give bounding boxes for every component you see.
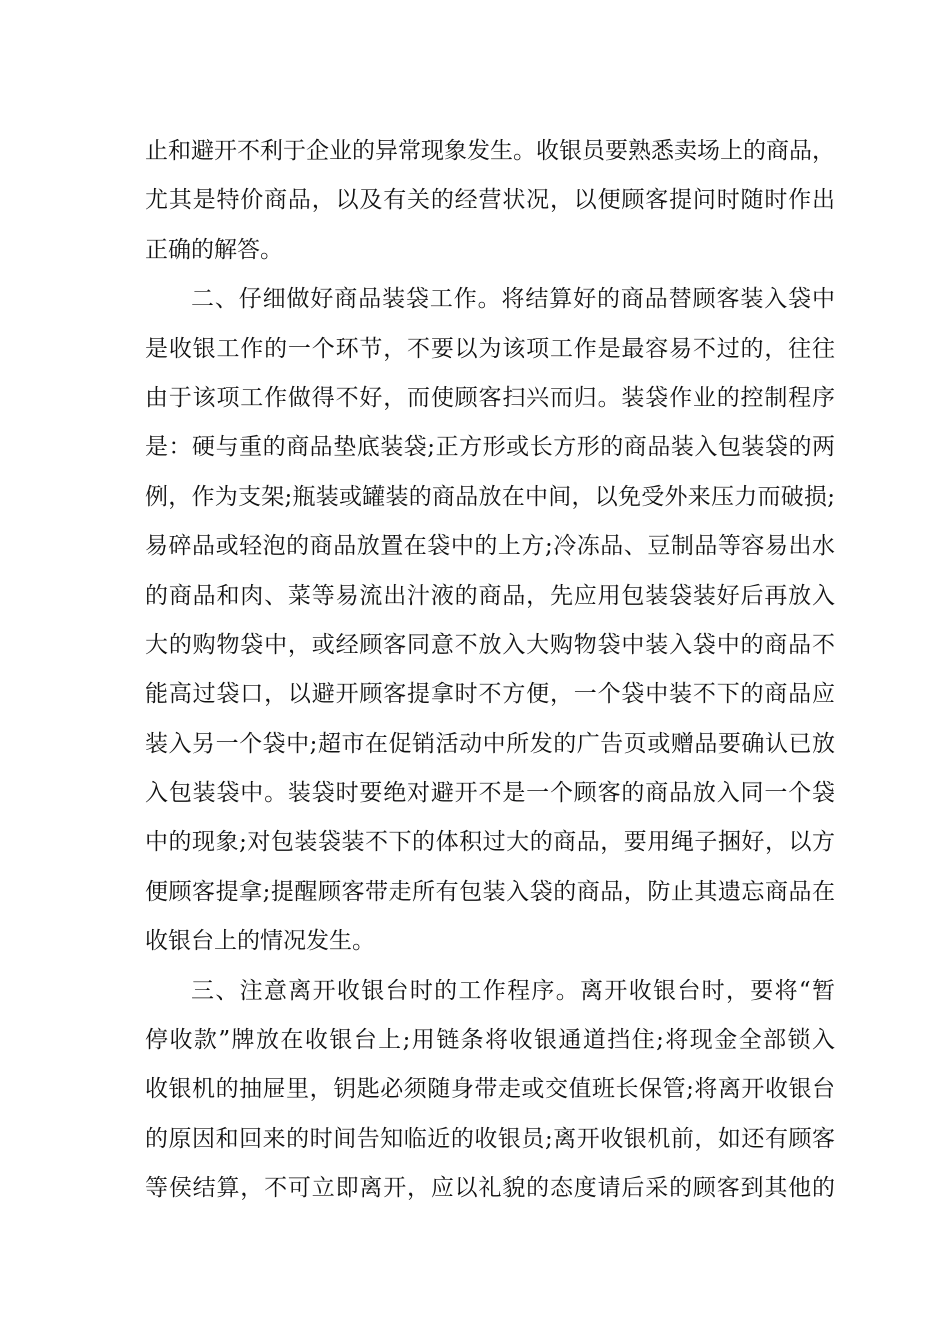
paragraph-bagging [145,275,835,966]
paragraph-continuation [145,127,835,275]
text-line: 中的现象;对包装袋装不下的体积过大的商品，要用绳子捆好，以方 [145,829,835,856]
text-line: 的商品和肉、菜等易流出汁液的商品，先应用包装袋装好后再放入 [145,582,835,609]
text-line: 是收银工作的一个环节，不要以为该项工作是最容易不过的，往往 [145,335,835,362]
text-line: 是：硬与重的商品垫底装袋;正方形或长方形的商品装入包装袋的两 [145,434,835,461]
text-line: 尤其是特价商品，以及有关的经营状况，以便顾客提问时随时作出 [145,187,835,214]
text-line: 三、注意离开收银台时的工作程序。离开收银台时，要将“暂 [191,977,835,1004]
text-line: 能高过袋口，以避开顾客提拿时不方便，一个袋中装不下的商品应 [145,681,835,708]
text-line: 收银机的抽屉里，钥匙必须随身带走或交值班长保管;将离开收银台 [145,1076,835,1103]
text-line: 大的购物袋中，或经顾客同意不放入大购物袋中装入袋中的商品不 [145,631,835,658]
text-line: 等侯结算，不可立即离开，应以礼貌的态度请后采的顾客到其他的 [145,1175,835,1202]
text-line: 二、仔细做好商品装袋工作。将结算好的商品替顾客装入袋中 [191,286,835,313]
text-line: 停收款”牌放在收银台上;用链条将收银通道挡住;将现金全部锁入 [145,1027,835,1054]
text-line: 止和避开不利于企业的异常现象发生。收银员要熟悉卖场上的商品， [145,138,835,164]
text-line: 例，作为支架;瓶装或罐装的商品放在中间，以免受外来压力而破损; [145,483,835,510]
text-line: 便顾客提拿;提醒顾客带走所有包装入袋的商品，防止其遗忘商品在 [145,878,835,905]
text-line: 收银台上的情况发生。 [145,928,375,955]
text-line: 易碎品或轻泡的商品放置在袋中的上方;冷冻品、豆制品等容易出水 [145,533,835,560]
text-line: 由于该项工作做得不好，而使顾客扫兴而归。装袋作业的控制程序 [145,384,835,411]
text-line: 正确的解答。 [145,236,283,263]
document-body [145,127,835,1214]
paragraph-leaving [145,967,835,1214]
text-line: 的原因和回来的时间告知临近的收银员;离开收银机前，如还有顾客 [145,1125,835,1152]
text-line: 装入另一个袋中;超市在促销活动中所发的广告页或赠品要确认已放 [145,730,835,757]
text-line: 入包装袋中。装袋时要绝对避开不是一个顾客的商品放入同一个袋 [145,780,835,807]
